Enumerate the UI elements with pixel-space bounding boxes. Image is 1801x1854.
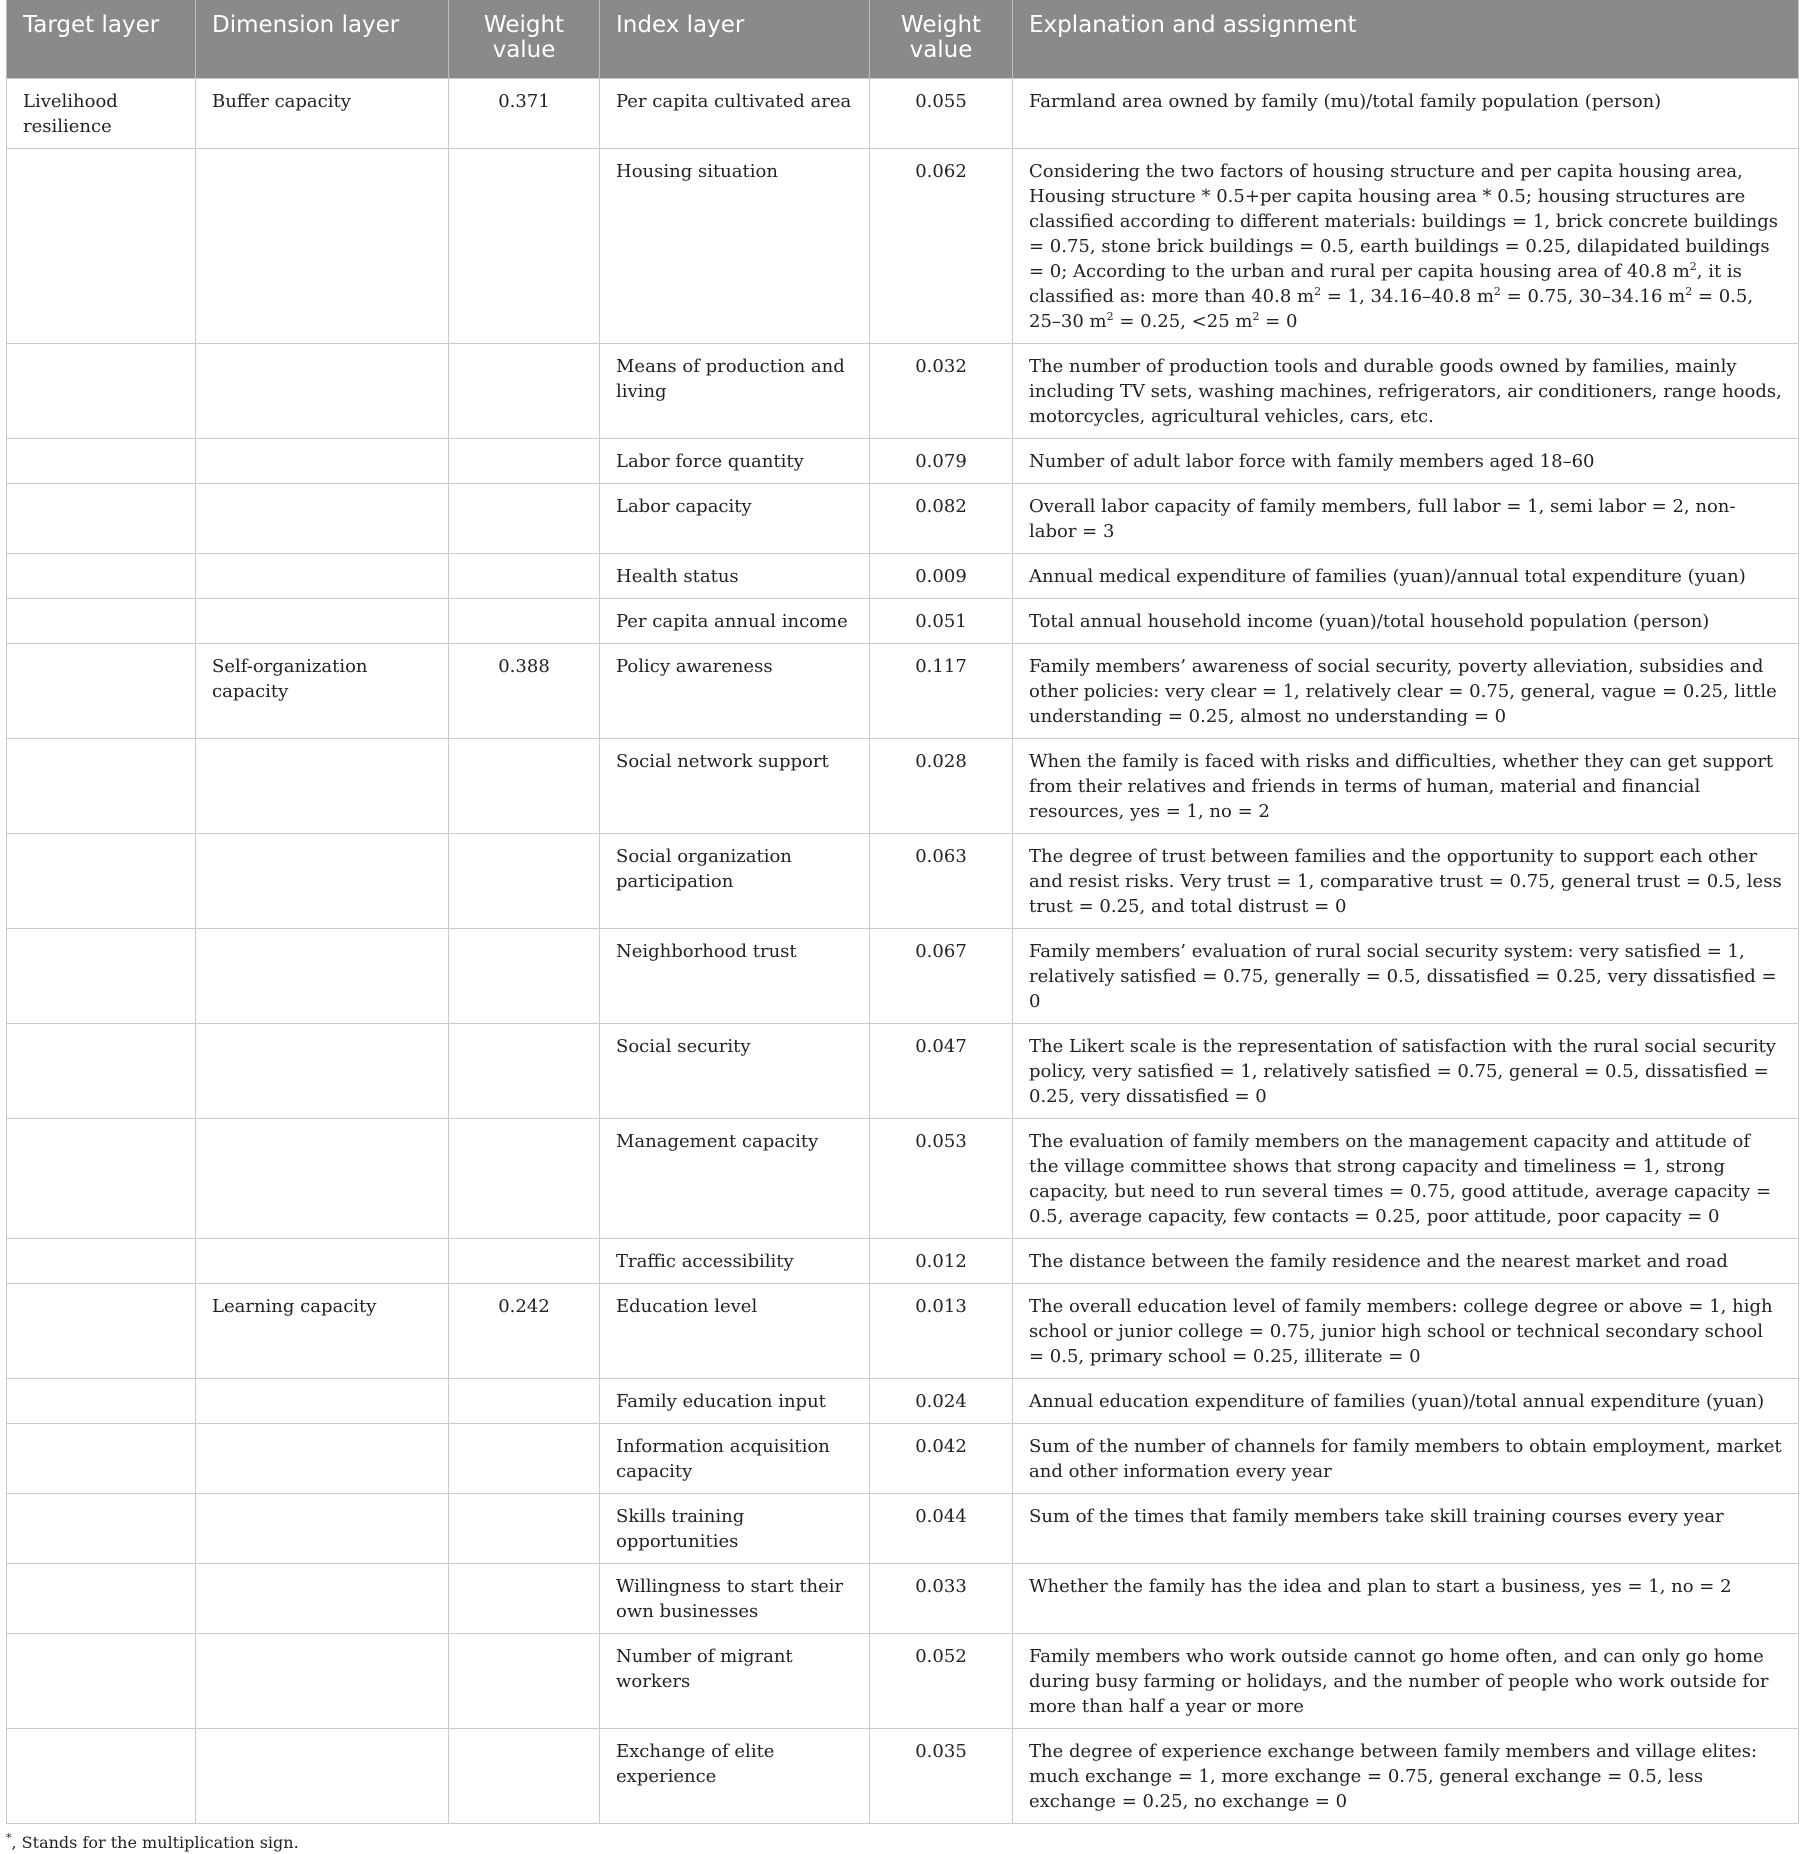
index-weight-cell: 0.082 <box>870 484 1013 554</box>
index-weight-cell: 0.009 <box>870 554 1013 599</box>
dimension-weight-cell <box>449 1379 600 1424</box>
table-row <box>7 1119 1799 1239</box>
dimension-cell <box>196 1119 449 1239</box>
index-weight-cell: 0.055 <box>870 79 1013 149</box>
index-weight-cell: 0.013 <box>870 1284 1013 1379</box>
dimension-cell <box>196 1024 449 1119</box>
index-cell: Labor capacity <box>600 484 870 554</box>
table-body <box>7 79 1799 1824</box>
dimension-cell <box>196 344 449 439</box>
superscript: 2 <box>1685 285 1693 298</box>
header-index-weight: Weight value <box>870 0 1013 79</box>
explanation-cell: Family members’ evaluation of rural social security system: very satisfied = 1, relatively satisfied = 0.75, generally = 0.5, dissatisfied = 0.25, very dissatisfied = 0 <box>1013 929 1799 1024</box>
index-cell: Management capacity <box>600 1119 870 1239</box>
dimension-cell <box>196 599 449 644</box>
dimension-weight-cell <box>449 599 600 644</box>
dimension-cell <box>196 1239 449 1284</box>
index-weight-cell: 0.044 <box>870 1494 1013 1564</box>
dimension-weight-cell <box>449 1634 600 1729</box>
superscript: 2 <box>1314 285 1322 298</box>
explanation-cell: Total annual household income (yuan)/total household population (person) <box>1013 599 1799 644</box>
target-cell <box>7 739 196 834</box>
index-cell: Neighborhood trust <box>600 929 870 1024</box>
explanation-cell: The overall education level of family members: college degree or above = 1, high school or junior college = 0.75, junior high school or technical secondary school = 0.5, primary school = 0.25, illiterate = 0 <box>1013 1284 1799 1379</box>
table-row <box>7 834 1799 929</box>
index-weight-cell: 0.067 <box>870 929 1013 1024</box>
explanation-cell: The degree of trust between families and the opportunity to support each other and resist risks. Very trust = 1, comparative trust = 0.75, general trust = 0.5, less trust = 0.25, and total distrust = 0 <box>1013 834 1799 929</box>
target-cell <box>7 1284 196 1379</box>
dimension-weight-cell <box>449 834 600 929</box>
target-cell <box>7 1634 196 1729</box>
housing-text-5: = 0.5, 25–30 m <box>1029 286 1754 332</box>
table-row <box>7 344 1799 439</box>
index-cell: Means of production and living <box>600 344 870 439</box>
dimension-weight-cell <box>449 1024 600 1119</box>
dimension-cell: Self-organization capacity <box>196 644 449 739</box>
superscript: 2 <box>1493 285 1501 298</box>
index-cell: Social network support <box>600 739 870 834</box>
dimension-cell: Learning capacity <box>196 1284 449 1379</box>
index-weight-cell: 0.079 <box>870 439 1013 484</box>
header-target-layer: Target layer <box>7 0 196 79</box>
explanation-cell: The degree of experience exchange between family members and village elites: much exchange = 1, more exchange = 0.75, general exchange = 0.5, less exchange = 0.25, no exchange = 0 <box>1013 1729 1799 1824</box>
header-index-layer: Index layer <box>600 0 870 79</box>
index-weight-cell: 0.035 <box>870 1729 1013 1824</box>
table-row <box>7 1239 1799 1284</box>
explanation-cell: The Likert scale is the representation of satisfaction with the rural social security policy, very satisfied = 1, relatively satisfied = 0.75, general = 0.5, dissatisfied = 0.25, very dissatisfied = 0 <box>1013 1024 1799 1119</box>
index-weight-cell: 0.052 <box>870 1634 1013 1729</box>
target-cell <box>7 1494 196 1564</box>
target-cell <box>7 929 196 1024</box>
table-row <box>7 644 1799 739</box>
explanation-cell: Family members’ awareness of social security, poverty alleviation, subsidies and other policies: very clear = 1, relatively clear = 0.75, general, vague = 0.25, little understanding = 0.25, almost no understanding = 0 <box>1013 644 1799 739</box>
table-row <box>7 929 1799 1024</box>
housing-text-3: = 1, 34.16–40.8 m <box>1321 286 1494 307</box>
index-weight-cell: 0.028 <box>870 739 1013 834</box>
table-row <box>7 554 1799 599</box>
dimension-cell <box>196 1634 449 1729</box>
table-row <box>7 1284 1799 1379</box>
index-cell: Information acquisition capacity <box>600 1424 870 1494</box>
header-row <box>7 0 1799 79</box>
dimension-cell <box>196 1729 449 1824</box>
target-cell <box>7 344 196 439</box>
explanation-cell: Whether the family has the idea and plan to start a business, yes = 1, no = 2 <box>1013 1564 1799 1634</box>
target-cell <box>7 599 196 644</box>
header-dimension-weight: Weight value <box>449 0 600 79</box>
index-weight-cell: 0.024 <box>870 1379 1013 1424</box>
explanation-cell: Sum of the times that family members take skill training courses every year <box>1013 1494 1799 1564</box>
table-row <box>7 739 1799 834</box>
index-cell: Social organization participation <box>600 834 870 929</box>
dimension-weight-cell: 0.388 <box>449 644 600 739</box>
index-cell: Per capita annual income <box>600 599 870 644</box>
target-cell: Livelihood resilience <box>7 79 196 149</box>
target-cell <box>7 484 196 554</box>
explanation-cell: The evaluation of family members on the management capacity and attitude of the village committee shows that strong capacity and timeliness = 1, strong capacity, but need to run several times = 0.75, good attitude, average capacity = 0.5, average capacity, few contacts = 0.25, poor attitude, poor capacity = 0 <box>1013 1119 1799 1239</box>
target-cell <box>7 149 196 344</box>
explanation-cell: Overall labor capacity of family members, full labor = 1, semi labor = 2, non-labor = 3 <box>1013 484 1799 554</box>
target-cell <box>7 1379 196 1424</box>
index-weight-cell: 0.117 <box>870 644 1013 739</box>
table-row <box>7 1634 1799 1729</box>
dimension-weight-cell <box>449 1729 600 1824</box>
index-weight-cell: 0.047 <box>870 1024 1013 1119</box>
index-weight-cell: 0.063 <box>870 834 1013 929</box>
target-cell <box>7 1024 196 1119</box>
table-row <box>7 1024 1799 1119</box>
index-cell: Willingness to start their own businesses <box>600 1564 870 1634</box>
dimension-cell <box>196 1379 449 1424</box>
explanation-cell: The distance between the family residence and the nearest market and road <box>1013 1239 1799 1284</box>
dimension-cell <box>196 1424 449 1494</box>
explanation-cell: Annual medical expenditure of families (yuan)/annual total expenditure (yuan) <box>1013 554 1799 599</box>
dimension-weight-cell <box>449 1494 600 1564</box>
dimension-cell <box>196 1494 449 1564</box>
dimension-weight-cell <box>449 1424 600 1494</box>
target-cell <box>7 1729 196 1824</box>
dimension-weight-cell <box>449 344 600 439</box>
dimension-cell <box>196 554 449 599</box>
table-row <box>7 484 1799 554</box>
index-cell: Exchange of elite experience <box>600 1729 870 1824</box>
index-weight-cell: 0.042 <box>870 1424 1013 1494</box>
table-row <box>7 439 1799 484</box>
target-cell <box>7 644 196 739</box>
dimension-cell <box>196 149 449 344</box>
table-row <box>7 79 1799 149</box>
index-cell: Skills training opportunities <box>600 1494 870 1564</box>
dimension-weight-cell <box>449 739 600 834</box>
explanation-cell: Number of adult labor force with family members aged 18–60 <box>1013 439 1799 484</box>
footnote-mark: * <box>6 1831 12 1845</box>
index-cell: Traffic accessibility <box>600 1239 870 1284</box>
index-cell: Per capita cultivated area <box>600 79 870 149</box>
index-weight-cell: 0.012 <box>870 1239 1013 1284</box>
dimension-weight-cell <box>449 1119 600 1239</box>
dimension-cell <box>196 439 449 484</box>
explanation-cell: The number of production tools and durable goods owned by families, mainly including TV sets, washing machines, refrigerators, air conditioners, range hoods, motorcycles, agricultural vehicles, cars, etc. <box>1013 344 1799 439</box>
index-weight-cell: 0.032 <box>870 344 1013 439</box>
index-cell: Housing situation <box>600 149 870 344</box>
explanation-cell: Family members who work outside cannot go home often, and can only go home during busy farming or holidays, and the number of people who work outside for more than half a year or more <box>1013 1634 1799 1729</box>
table-row <box>7 599 1799 644</box>
dimension-weight-cell <box>449 484 600 554</box>
header-explanation: Explanation and assignment <box>1013 0 1799 79</box>
index-cell: Social security <box>600 1024 870 1119</box>
dimension-weight-cell: 0.371 <box>449 79 600 149</box>
dimension-weight-cell <box>449 929 600 1024</box>
indicator-table <box>6 0 1799 1824</box>
table-row <box>7 149 1799 344</box>
target-cell <box>7 1119 196 1239</box>
explanation-cell: Annual education expenditure of families (yuan)/total annual expenditure (yuan) <box>1013 1379 1799 1424</box>
dimension-weight-cell: 0.242 <box>449 1284 600 1379</box>
housing-text-1: Considering the two factors of housing structure and per capita housing area, Housing structure * 0.5+per capita housing area * 0.5; housing structures are classified according to different materials: buildings = 1, brick concrete buildings = 0.75, stone brick buildings = 0.5, earth buildings = 0.25, dilapidated buildings = 0; According to the urban and rural per capita housing area of 40.8 m <box>1029 161 1779 282</box>
dimension-cell <box>196 739 449 834</box>
dimension-weight-cell <box>449 149 600 344</box>
housing-text-7: = 0 <box>1259 311 1298 332</box>
dimension-cell <box>196 834 449 929</box>
index-cell: Education level <box>600 1284 870 1379</box>
explanation-cell: Farmland area owned by family (mu)/total family population (person) <box>1013 79 1799 149</box>
header-dimension-layer: Dimension layer <box>196 0 449 79</box>
index-weight-cell: 0.033 <box>870 1564 1013 1634</box>
index-cell: Family education input <box>600 1379 870 1424</box>
index-cell: Health status <box>600 554 870 599</box>
target-cell <box>7 439 196 484</box>
dimension-weight-cell <box>449 1239 600 1284</box>
housing-text-4: = 0.75, 30–34.16 m <box>1500 286 1686 307</box>
table-footnote <box>6 1832 1798 1854</box>
dimension-cell: Buffer capacity <box>196 79 449 149</box>
target-cell <box>7 1239 196 1284</box>
dimension-weight-cell <box>449 439 600 484</box>
target-cell <box>7 554 196 599</box>
index-cell: Labor force quantity <box>600 439 870 484</box>
housing-text-6: = 0.25, <25 m <box>1113 311 1253 332</box>
superscript: 2 <box>1106 310 1114 323</box>
index-weight-cell: 0.051 <box>870 599 1013 644</box>
superscript: 2 <box>1689 260 1697 273</box>
index-cell: Number of migrant workers <box>600 1634 870 1729</box>
index-weight-cell: 0.062 <box>870 149 1013 344</box>
dimension-weight-cell <box>449 554 600 599</box>
target-cell <box>7 1424 196 1494</box>
dimension-cell <box>196 484 449 554</box>
dimension-weight-cell <box>449 1564 600 1634</box>
table-container <box>6 0 1798 1854</box>
target-cell <box>7 1564 196 1634</box>
explanation-cell: Sum of the number of channels for family members to obtain employment, market and other information every year <box>1013 1424 1799 1494</box>
index-cell: Policy awareness <box>600 644 870 739</box>
superscript: 2 <box>1252 310 1260 323</box>
target-cell <box>7 834 196 929</box>
table-row <box>7 1379 1799 1424</box>
dimension-cell <box>196 929 449 1024</box>
table-row <box>7 1494 1799 1564</box>
table-row <box>7 1424 1799 1494</box>
housing-text-2: , it is classified as: more than 40.8 m <box>1029 261 1742 307</box>
footnote-text: , Stands for the multiplication sign. <box>11 1833 299 1852</box>
explanation-cell: When the family is faced with risks and difficulties, whether they can get support from their relatives and friends in terms of human, material and financial resources, yes = 1, no = 2 <box>1013 739 1799 834</box>
index-weight-cell: 0.053 <box>870 1119 1013 1239</box>
table-row <box>7 1564 1799 1634</box>
table-row <box>7 1729 1799 1824</box>
explanation-cell <box>1013 149 1799 344</box>
dimension-cell <box>196 1564 449 1634</box>
